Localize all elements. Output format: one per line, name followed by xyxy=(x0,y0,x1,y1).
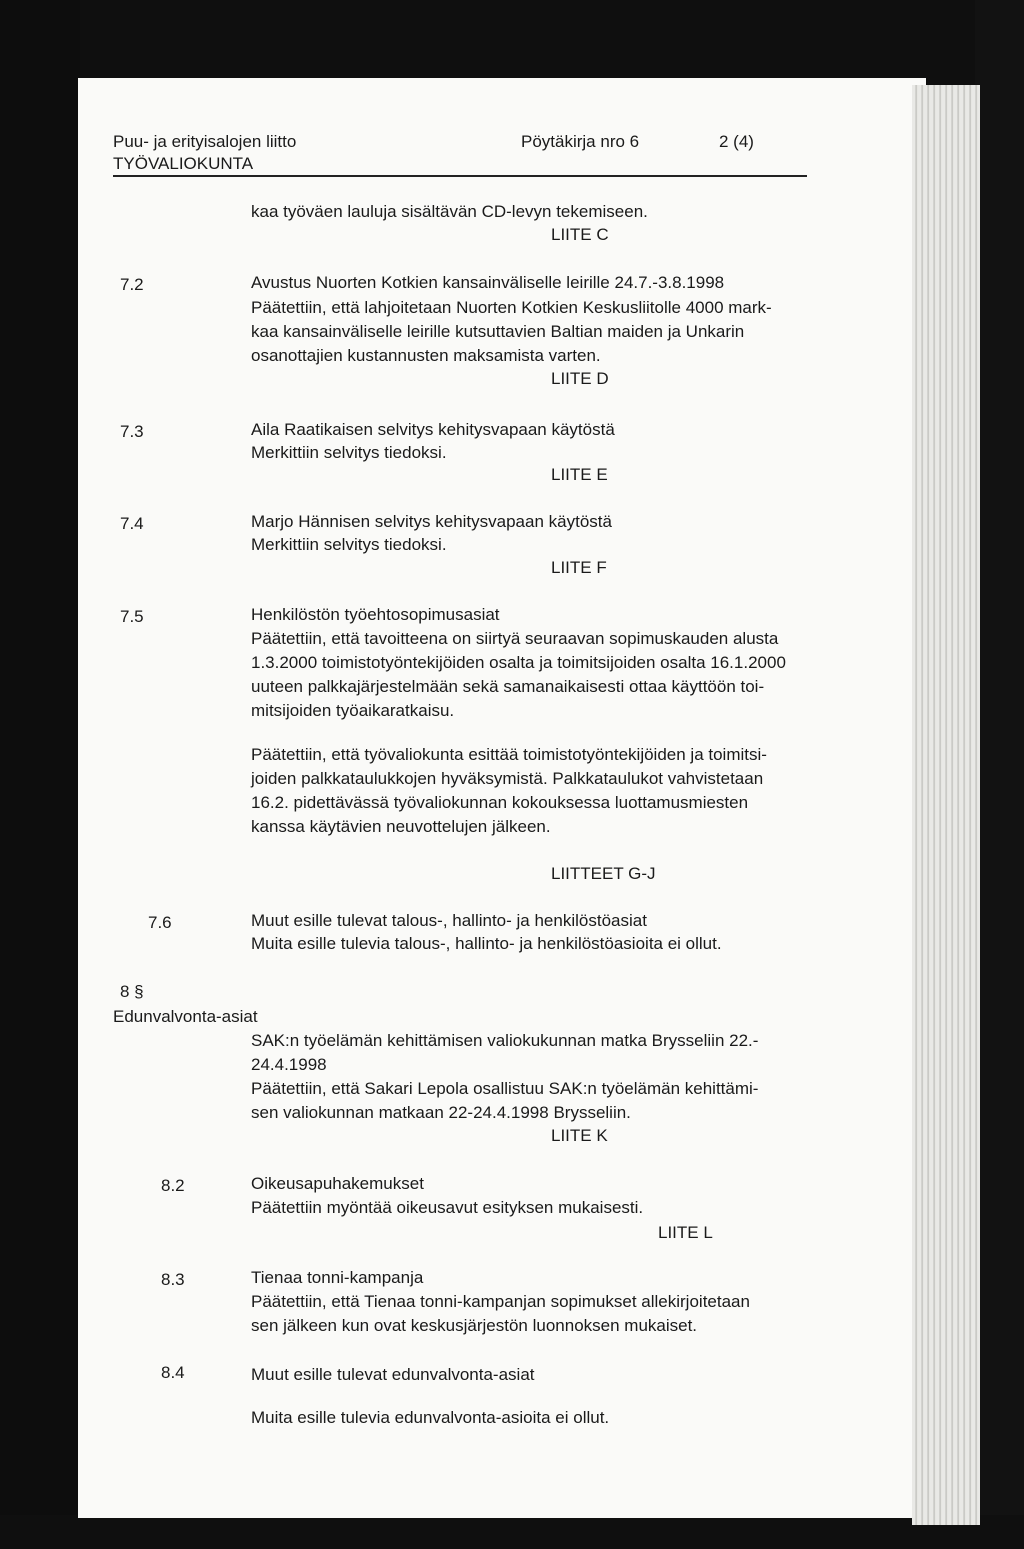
scan-right-border xyxy=(975,0,1024,1549)
attachment-e: LIITE E xyxy=(551,465,608,484)
item-number-7-6: 7.6 xyxy=(148,913,172,932)
item-8-2-title: Oikeusapuhakemukset xyxy=(251,1174,424,1193)
item-7-5-line: kanssa käytävien neuvottelujen jälkeen. xyxy=(251,817,551,836)
item-7-5-line: uuteen palkkajärjestelmään sekä samanaikaisesti ottaa käyttöön toi- xyxy=(251,677,765,696)
page-stack-edges xyxy=(912,85,980,1525)
item-8-4-line: Muita esille tulevia edunvalvonta-asioita ei ollut. xyxy=(251,1408,610,1427)
item-8-2-line: Päätettiin myöntää oikeusavut esityksen mukaisesti. xyxy=(251,1198,644,1217)
attachment-f: LIITE F xyxy=(551,558,607,577)
header-doc-title: Pöytäkirja nro 6 xyxy=(521,132,640,151)
item-number-7-3: 7.3 xyxy=(120,422,144,441)
section-8-line: Päätettiin, että Sakari Lepola osallistuu SAK:n työelämän kehittämi- xyxy=(251,1079,759,1098)
attachment-d: LIITE D xyxy=(551,369,609,388)
item-7-6-line: Muita esille tulevia talous-, hallinto- ja henkilöstöasioita ei ollut. xyxy=(251,934,722,953)
section-8-line: sen valiokunnan matkaan 22-24.4.1998 Brysseliin. xyxy=(251,1103,631,1122)
item-7-5-line: Päätettiin, että tavoitteena on siirtyä seuraavan sopimuskauden alusta xyxy=(251,629,779,648)
scan-bottom-border xyxy=(0,1515,1024,1549)
item-7-5-line: Päätettiin, että työvaliokunta esittää toimistotyöntekijöiden ja toimitsi- xyxy=(251,745,767,764)
header-org: Puu- ja erityisalojen liitto xyxy=(113,132,297,151)
attachment-g-j: LIITTEET G-J xyxy=(551,864,656,883)
item-7-5-line: mitsijoiden työaikaratkaisu. xyxy=(251,701,455,720)
attachment-k: LIITE K xyxy=(551,1126,608,1145)
item-7-6-title: Muut esille tulevat talous-, hallinto- ja henkilöstöasiat xyxy=(251,911,647,930)
scan-top-border xyxy=(0,0,1024,85)
header-committee: TYÖVALIOKUNTA xyxy=(113,154,254,173)
section-8-line: SAK:n työelämän kehittämisen valiokukunnan matka Brysseliin 22.- xyxy=(251,1031,759,1050)
scan-left-border xyxy=(0,0,80,1549)
item-number-8-4: 8.4 xyxy=(161,1363,185,1382)
item-7-2-line: osanottajien kustannusten maksamista varten. xyxy=(251,346,601,365)
section-8-title: Edunvalvonta-asiat xyxy=(113,1007,258,1026)
line-cd: kaa työväen lauluja sisältävän CD-levyn tekemiseen. xyxy=(251,202,648,221)
item-7-5-title: Henkilöstön työehtosopimusasiat xyxy=(251,605,500,624)
item-7-2-title: Avustus Nuorten Kotkien kansainväliselle leirille 24.7.-3.8.1998 xyxy=(251,273,725,292)
item-7-4-line: Merkittiin selvitys tiedoksi. xyxy=(251,535,447,554)
item-7-5-line: 16.2. pidettävässä työvaliokunnan kokouksessa luottamusmiesten xyxy=(251,793,749,812)
item-7-2-line: Päätettiin, että lahjoitetaan Nuorten Kotkien Keskusliitolle 4000 mark- xyxy=(251,298,772,317)
item-number-8-2: 8.2 xyxy=(161,1176,185,1195)
item-7-5-line: 1.3.2000 toimistotyöntekijöiden osalta ja toimitsijoiden osalta 16.1.2000 xyxy=(251,653,786,672)
item-number-7-5: 7.5 xyxy=(120,607,144,626)
item-7-4-title: Marjo Hännisen selvitys kehitysvapaan käytöstä xyxy=(251,512,612,531)
item-number-8-3: 8.3 xyxy=(161,1270,185,1289)
item-7-2-line: kaa kansainväliselle leirille kutsuttavien Baltian maiden ja Unkarin xyxy=(251,322,745,341)
item-number-7-2: 7.2 xyxy=(120,275,144,294)
item-8-3-title: Tienaa tonni-kampanja xyxy=(251,1268,424,1287)
item-8-3-line: Päätettiin, että Tienaa tonni-kampanjan sopimukset allekirjoitetaan xyxy=(251,1292,750,1311)
section-8-line: 24.4.1998 xyxy=(251,1055,327,1074)
item-7-5-line: joiden palkkataulukkojen hyväksymistä. Palkkataulukot vahvistetaan xyxy=(251,769,764,788)
header-rule xyxy=(113,175,807,177)
item-number-7-4: 7.4 xyxy=(120,514,144,533)
item-8-4-title: Muut esille tulevat edunvalvonta-asiat xyxy=(251,1365,535,1384)
header-page-number: 2 (4) xyxy=(719,132,754,151)
item-8-3-line: sen jälkeen kun ovat keskusjärjestön luonnoksen mukaiset. xyxy=(251,1316,698,1335)
section-8-number: 8 § xyxy=(120,982,144,1001)
attachment-l: LIITE L xyxy=(658,1223,713,1242)
item-7-3-title: Aila Raatikaisen selvitys kehitysvapaan käytöstä xyxy=(251,420,615,439)
attachment-c: LIITE C xyxy=(551,225,609,244)
item-7-3-line: Merkittiin selvitys tiedoksi. xyxy=(251,443,447,462)
